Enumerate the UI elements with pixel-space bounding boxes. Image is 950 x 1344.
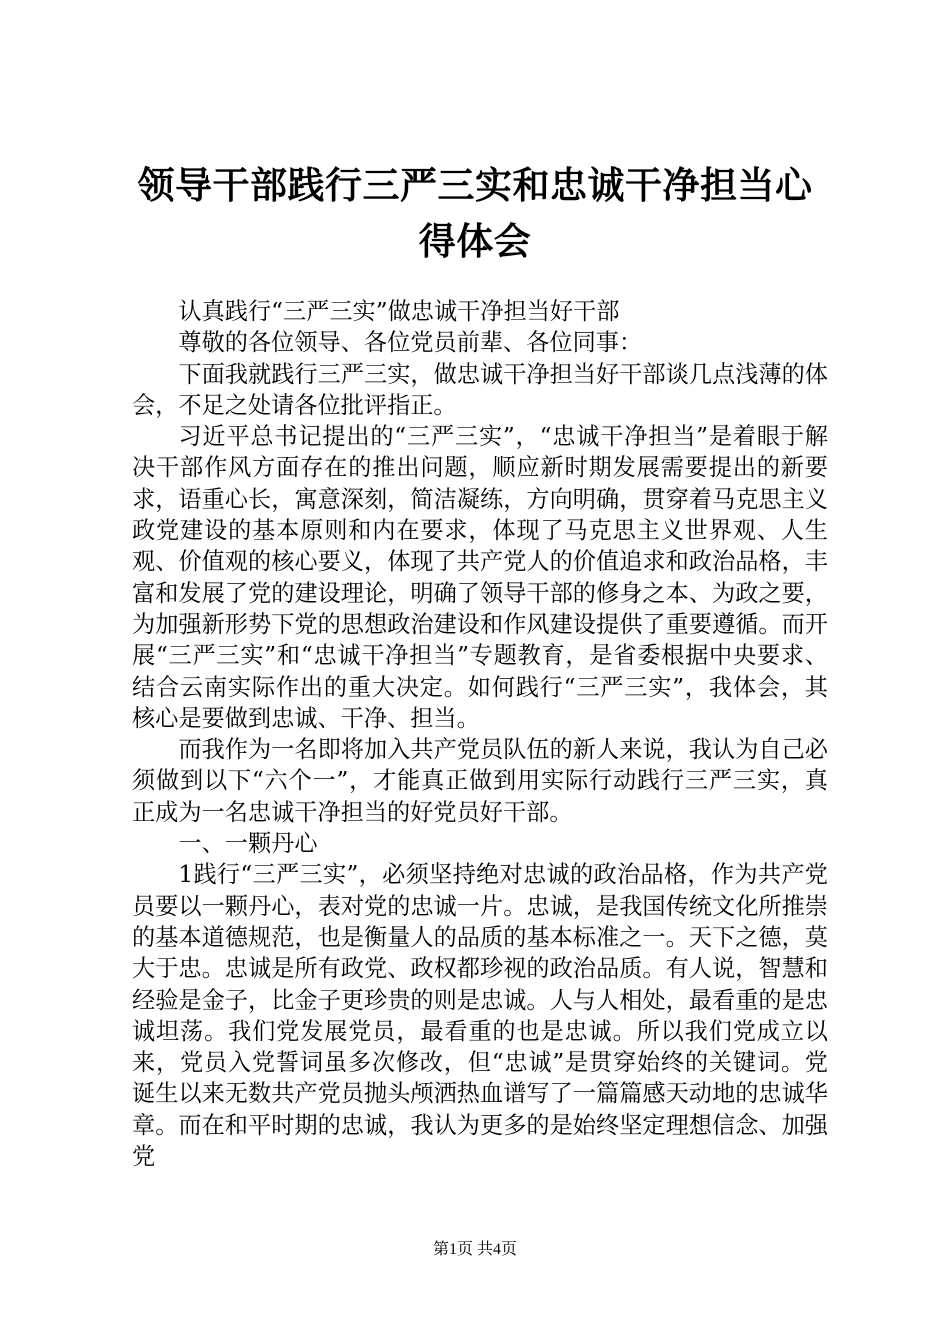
paragraph-intro: 下面我就践行三严三实，做忠诚干净担当好干部谈几点浅薄的体会，不足之处请各位批评指正。 <box>132 360 828 419</box>
section-heading: 一、一颗丹心 <box>178 830 318 858</box>
paragraph-subtitle: 认真践行“三严三实”做忠诚干净担当好干部 <box>178 298 620 325</box>
paragraph-background: 习近平总书记提出的“三严三实”，“忠诚干净担当”是着眼于解决干部作风方面存在的推出问题，顺应新时期发展需要提出的新要求，语重心长，寓意深刻，简洁凝练，方向明确，贯穿着马克思主义政党建设的基本原则和内在要求，体现了马克思主义世界观、人生观、价值观的核心要义，体现了共产党人的价值追求和政治品格，丰富和发展了党的建设理论，明确了领导干部的修身之本、为政之要，为加强新形势下党的思想政治建设和作风建设提供了重要遵循。而开展“三严三实”和“忠诚干净担当”专题教育，是省委根据中央要求、结合云南实际作出的重大决定。如何践行“三严三实”，我体会，其核心是要做到忠诚、干净、担当。 <box>132 423 828 732</box>
document-body <box>132 296 828 1172</box>
page-footer: 第1页 共4页 <box>432 1241 517 1258</box>
paragraph-loyalty: 1践行“三严三实”，必须坚持绝对忠诚的政治品格，作为共产党员要以一颗丹心，表对党的忠诚一片。忠诚，是我国传统文化所推崇的基本道德规范，也是衡量人的品质的基本标准之一。天下之德，莫大于忠。忠诚是所有政党、政权都珍视的政治品质。有人说，智慧和经验是金子，比金子更珍贵的则是忠诚。人与人相处，最看重的是忠诚坦荡。我们党发展党员，最看重的也是忠诚。所以我们党成立以来，党员入党誓词虽多次修改，但“忠诚”是贯穿始终的关键词。党诞生以来无数共产党员抛头颅洒热血谱写了一篇篇感天动地的忠诚华章。而在和平时期的忠诚，我认为更多的是始终坚定理想信念、加强党 <box>132 861 828 1171</box>
document-title: 领导干部践行三严三实和忠诚干净担当心得体会 <box>137 164 813 263</box>
paragraph-salutation: 尊敬的各位领导、各位党员前辈、各位同事： <box>178 329 643 357</box>
paragraph-commitment: 而我作为一名即将加入共产党员队伍的新人来说，我认为自己必须做到以下“六个一”，才能真正做到用实际行动践行三严三实，真正成为一名忠诚干净担当的好党员好干部。 <box>132 736 828 826</box>
